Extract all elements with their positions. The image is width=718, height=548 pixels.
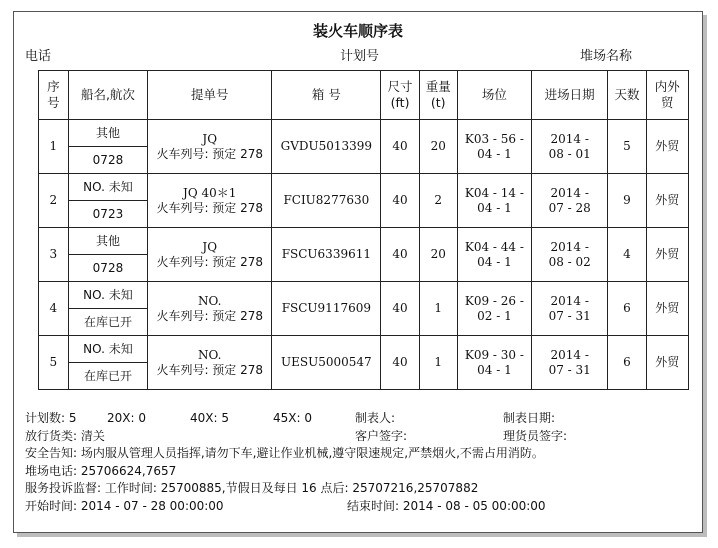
sheet-footer xyxy=(25,410,695,515)
col-size: 尺寸 (ft) xyxy=(381,71,419,120)
bl-cell: JQ 40＊1 火车列号: 预定 278 xyxy=(148,174,272,228)
table-row xyxy=(39,120,689,147)
location-cell: K04 - 44 - 04 - 1 xyxy=(457,228,531,282)
bl-cell: JQ 火车列号: 预定 278 xyxy=(148,120,272,174)
col-ship: 船名,航次 xyxy=(68,71,148,120)
ship-name-cell: NO. 未知 xyxy=(68,282,148,309)
size-cell: 40 xyxy=(381,174,419,228)
location-cell: K09 - 30 - 04 - 1 xyxy=(457,336,531,390)
weight-cell: 1 xyxy=(419,336,457,390)
box-cell: GVDU5013399 xyxy=(272,120,381,174)
maker-label: 制表人: xyxy=(355,411,396,425)
voyage-cell: 0723 xyxy=(68,201,148,228)
end-time: 结束时间: 2014 - 08 - 05 00:00:00 xyxy=(347,498,546,513)
date-cell: 2014 - 07 - 31 xyxy=(532,282,608,336)
voyage-cell: 在库已开 xyxy=(68,363,148,390)
weight-cell: 2 xyxy=(419,174,457,228)
count-40x: 40X: 5 xyxy=(190,411,229,425)
count-45x: 45X: 0 xyxy=(273,411,312,425)
yard-phone: 堆场电话: 25706624,7657 xyxy=(25,463,177,478)
days-cell: 9 xyxy=(608,174,646,228)
seq-cell: 3 xyxy=(39,228,69,282)
trade-cell: 外贸 xyxy=(646,282,688,336)
train-loading-table xyxy=(38,70,689,390)
table-row xyxy=(39,228,689,255)
bl-cell: NO. 火车列号: 预定 278 xyxy=(148,336,272,390)
date-cell: 2014 - 08 - 02 xyxy=(532,228,608,282)
release-type: 放行货类: 清关 xyxy=(25,428,105,443)
plan-count: 计划数: 5 xyxy=(25,411,77,425)
count-20x: 20X: 0 xyxy=(107,411,146,425)
col-location: 场位 xyxy=(457,71,531,120)
start-time: 开始时间: 2014 - 07 - 28 00:00:00 xyxy=(25,498,224,513)
days-cell: 6 xyxy=(608,282,646,336)
days-cell: 4 xyxy=(608,228,646,282)
seq-cell: 1 xyxy=(39,120,69,174)
box-cell: FSCU9117609 xyxy=(272,282,381,336)
table-row xyxy=(39,174,689,201)
col-weight: 重量 (t) xyxy=(419,71,457,120)
date-cell: 2014 - 07 - 28 xyxy=(532,174,608,228)
clerk-sign-label: 理货员签字: xyxy=(503,428,568,443)
seq-cell: 5 xyxy=(39,336,69,390)
make-date-label: 制表日期: xyxy=(503,411,556,425)
trade-cell: 外贸 xyxy=(646,120,688,174)
size-cell: 40 xyxy=(381,228,419,282)
customer-sign-label: 客户签字: xyxy=(355,428,408,443)
col-trade: 内外 贸 xyxy=(646,71,688,120)
box-cell: UESU5000547 xyxy=(272,336,381,390)
seq-cell: 2 xyxy=(39,174,69,228)
col-box: 箱 号 xyxy=(272,71,381,120)
sheet-title: 装火车顺序表 xyxy=(312,22,403,40)
yard-name-label: 堆场名称 xyxy=(580,49,633,64)
voyage-cell: 在库已开 xyxy=(68,309,148,336)
box-cell: FSCU6339611 xyxy=(272,228,381,282)
location-cell: K03 - 56 - 04 - 1 xyxy=(457,120,531,174)
col-bl: 提单号 xyxy=(148,71,272,120)
weight-cell: 1 xyxy=(419,282,457,336)
location-cell: K04 - 14 - 04 - 1 xyxy=(457,174,531,228)
col-date: 进场日期 xyxy=(532,71,608,120)
footer-row-release xyxy=(25,428,695,446)
seq-cell: 4 xyxy=(39,282,69,336)
bl-cell: NO. 火车列号: 预定 278 xyxy=(148,282,272,336)
ship-name-cell: 其他 xyxy=(68,228,148,255)
ship-name-cell: NO. 未知 xyxy=(68,174,148,201)
footer-row-counts xyxy=(25,410,695,428)
footer-row-times xyxy=(25,498,695,516)
col-days: 天数 xyxy=(608,71,646,120)
ship-name-cell: NO. 未知 xyxy=(68,336,148,363)
weight-cell: 20 xyxy=(419,120,457,174)
ship-name-cell: 其他 xyxy=(68,120,148,147)
plan-number-label: 计划号 xyxy=(340,49,380,64)
days-cell: 6 xyxy=(608,336,646,390)
voyage-cell: 0728 xyxy=(68,255,148,282)
trade-cell: 外贸 xyxy=(646,174,688,228)
phone-label: 电话 xyxy=(25,49,52,64)
service-hotline: 服务投诉监督: 工作时间: 25700885,节假日及每日 16 点后: 25707216,25707882 xyxy=(25,481,479,495)
date-cell: 2014 - 07 - 31 xyxy=(532,336,608,390)
voyage-cell: 0728 xyxy=(68,147,148,174)
size-cell: 40 xyxy=(381,120,419,174)
location-cell: K09 - 26 - 02 - 1 xyxy=(457,282,531,336)
table-row xyxy=(39,282,689,309)
bl-cell: JQ 火车列号: 预定 278 xyxy=(148,228,272,282)
safety-notice: 安全告知: 场内服从管理人员指挥,请勿下车,避让作业机械,遵守限速规定,严禁烟火,不需占用消防。 xyxy=(25,446,544,460)
box-cell: FCIU8277630 xyxy=(272,174,381,228)
trade-cell: 外贸 xyxy=(646,228,688,282)
days-cell: 5 xyxy=(608,120,646,174)
date-cell: 2014 - 08 - 01 xyxy=(532,120,608,174)
size-cell: 40 xyxy=(381,336,419,390)
col-seq: 序 号 xyxy=(39,71,69,120)
trade-cell: 外贸 xyxy=(646,336,688,390)
size-cell: 40 xyxy=(381,282,419,336)
table-row xyxy=(39,336,689,363)
weight-cell: 20 xyxy=(419,228,457,282)
loading-sheet xyxy=(13,11,703,533)
table-header-row xyxy=(39,71,689,120)
